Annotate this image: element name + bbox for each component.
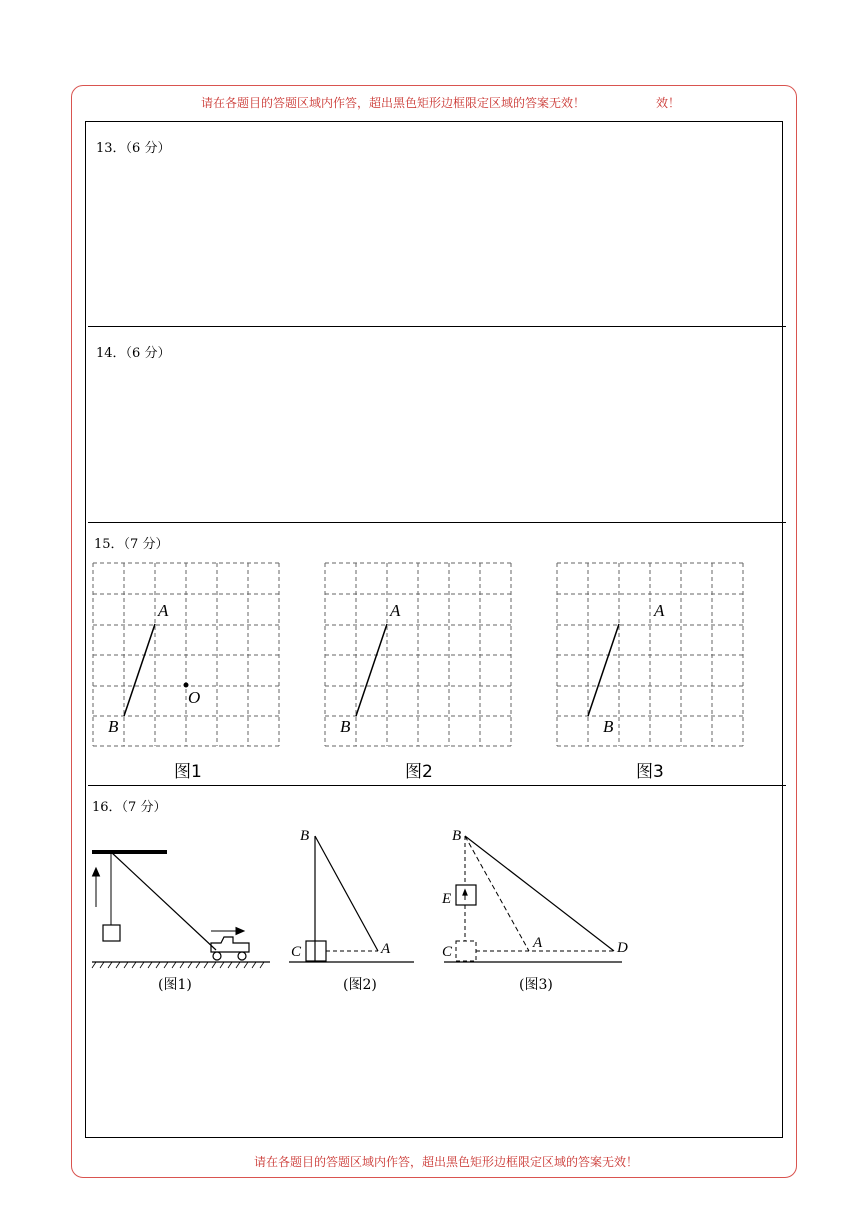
- question-14-label: 14．（6 分）: [96, 346, 171, 361]
- footer-notice: 请在各题目的答题区域内作答，超出黑色矩形边框限定区域的答案无效！: [254, 1155, 639, 1169]
- label-a-fig3: A: [654, 601, 665, 620]
- header-notice: 请在各题目的答题区域内作答，超出黑色矩形边框限定区域的答案无效！: [201, 96, 586, 110]
- label-a-16-3: A: [533, 935, 543, 951]
- label-c-16-3: C: [442, 944, 453, 960]
- question-16-answer-area[interactable]: [88, 1000, 778, 1132]
- label-a-16-2: A: [381, 941, 391, 957]
- figure-caption-1: 图1: [174, 762, 202, 782]
- label-e-16-3: E: [442, 891, 452, 907]
- figure-16-1: [92, 852, 270, 968]
- question-16-label: 16．（7 分）: [92, 800, 167, 815]
- label-d-16-3: D: [617, 940, 628, 956]
- figure-16-caption-1: (图1): [158, 977, 192, 993]
- figure-16-caption-3: (图3): [519, 977, 553, 993]
- figure-16-caption-2: (图2): [343, 977, 377, 993]
- label-b-16-3: B: [452, 828, 462, 844]
- question-13-label: 13．（6 分）: [96, 141, 171, 156]
- label-a-fig2: A: [390, 601, 401, 620]
- figure-16-2: [289, 836, 414, 962]
- label-o-fig1: O: [188, 688, 201, 707]
- label-a-fig1: A: [158, 601, 169, 620]
- label-b-fig1: B: [108, 717, 119, 736]
- label-b-fig2: B: [340, 717, 351, 736]
- figure-caption-2: 图2: [405, 762, 433, 782]
- label-c-16-2: C: [291, 944, 302, 960]
- label-b-fig3: B: [603, 717, 614, 736]
- figure-caption-3: 图3: [636, 762, 664, 782]
- question-15-label: 15．（7 分）: [94, 537, 169, 552]
- header-notice-extra: 效！: [656, 96, 681, 110]
- label-b-16-2: B: [300, 828, 310, 844]
